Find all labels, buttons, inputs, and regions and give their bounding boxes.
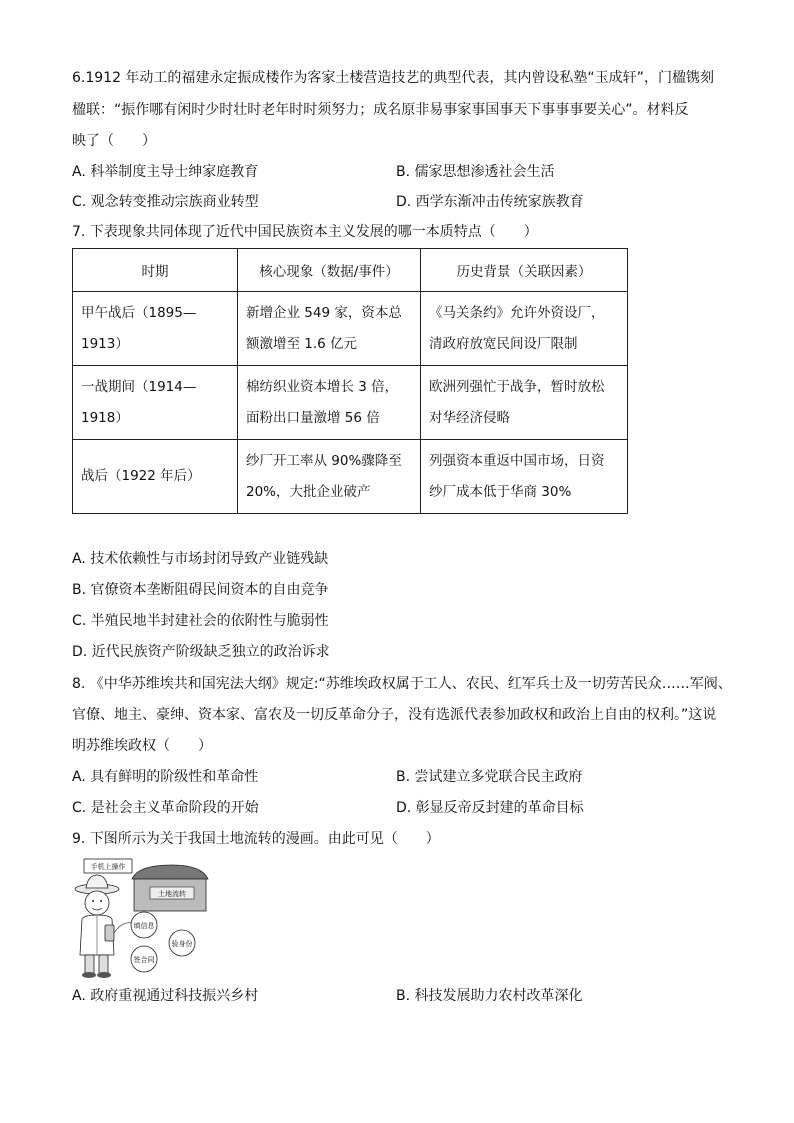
land-transfer-label: 土地流转: [158, 890, 186, 898]
hat-crown: [86, 875, 108, 888]
q6-option-a[interactable]: A. 科举制度主导士绅家庭教育: [72, 164, 259, 180]
phone-operation-label: 手机上操作: [90, 863, 126, 871]
q8-stem-line3: 明苏维埃政权（ ）: [72, 738, 212, 754]
q9-option-b[interactable]: B. 科技发展助力农村改革深化: [396, 988, 583, 1004]
table-header-period: 时期: [73, 249, 238, 292]
table-row: [73, 366, 628, 440]
table-cell: 纱厂开工率从 90%骤降至 20%，大批企业破产: [238, 440, 421, 514]
land-transfer-cartoon: [72, 857, 232, 979]
q7-stem: 7. 下表现象共同体现了近代中国民族资本主义发展的哪一本质特点（ ）: [72, 224, 538, 240]
svg-text:填信息: 填信息: [133, 922, 155, 930]
q8-option-c[interactable]: C. 是社会主义革命阶段的开始: [72, 800, 259, 816]
q7-option-a[interactable]: A. 技术依赖性与市场封闭导致产业链残缺: [72, 551, 329, 567]
table-cell: 战后（1922 年后）: [73, 440, 238, 514]
svg-text:验身份: 验身份: [171, 940, 193, 948]
svg-text:签合同: 签合同: [133, 956, 155, 964]
q6-option-b[interactable]: B. 儒家思想渗透社会生活: [396, 164, 555, 180]
q8-option-b[interactable]: B. 尝试建立多党联合民主政府: [396, 769, 583, 785]
q7-option-b[interactable]: B. 官僚资本垄断阻碍民间资本的自由竞争: [72, 582, 329, 598]
q9-option-a[interactable]: A. 政府重视通过科技振兴乡村: [72, 988, 259, 1004]
table-row: [73, 440, 628, 514]
table-cell: 列强资本重返中国市场，日资 纱厂成本低于华商 30%: [421, 440, 628, 514]
q6-stem-line3: 映了（ ）: [72, 133, 156, 149]
table-cell: 《马关条约》允许外资设厂， 清政府放宽民间设厂限制: [421, 292, 628, 366]
table-cell: 甲午战后（1895— 1913）: [73, 292, 238, 366]
farmer-face: [85, 891, 109, 915]
q8-stem-line2: 官僚、地主、豪绅、资本家、富农及一切反革命分子，没有选派代表参加政权和政治上自由的权利。”这说: [72, 707, 717, 723]
q6-stem-line1: 6.1912 年动工的福建永定振成楼作为客家土楼营造技艺的典型代表，其内曾设私塾“玉成轩”，门楹镌刻: [72, 70, 714, 86]
table-cell: 一战期间（1914— 1918）: [73, 366, 238, 440]
q8-option-d[interactable]: D. 彰显反帝反封建的革命目标: [396, 800, 584, 816]
table-row: [73, 292, 628, 366]
q6-option-d[interactable]: D. 西学东渐冲击传统家族教育: [396, 194, 584, 210]
table-cell: 新增企业 549 家，资本总 额激增至 1.6 亿元: [238, 292, 421, 366]
q8-option-a[interactable]: A. 具有鲜明的阶级性和革命性: [72, 769, 259, 785]
table-header-row: [73, 249, 628, 292]
table-cell: 欧洲列强忙于战争，暂时放松 对华经济侵略: [421, 366, 628, 440]
table-header-phenomenon: 核心现象（数据/事件）: [238, 249, 421, 292]
q7-option-d[interactable]: D. 近代民族资产阶级缺乏独立的政治诉求: [72, 644, 330, 660]
q6-option-c[interactable]: C. 观念转变推动宗族商业转型: [72, 194, 259, 210]
q9-stem: 9. 下图所示为关于我国土地流转的漫画。由此可见（ ）: [72, 831, 440, 847]
table-cell: 棉纺织业资本增长 3 倍， 面粉出口量激增 56 倍: [238, 366, 421, 440]
phone-icon: [105, 925, 114, 941]
q6-stem-line2: 楹联：“振作哪有闲时少时壮时老年时时须努力；成名原非易事家事国事天下事事事要关心”。材料反: [72, 102, 689, 118]
q7-table: [72, 248, 628, 514]
q7-option-c[interactable]: C. 半殖民地半封建社会的依附性与脆弱性: [72, 613, 329, 629]
table-header-background: 历史背景（关联因素）: [421, 249, 628, 292]
q8-stem-line1: 8. 《中华苏维埃共和国宪法大纲》规定:“苏维埃政权属于工人、农民、红军兵士及一切劳苦民众……军阀、: [72, 676, 732, 692]
land-roof: [132, 865, 208, 879]
